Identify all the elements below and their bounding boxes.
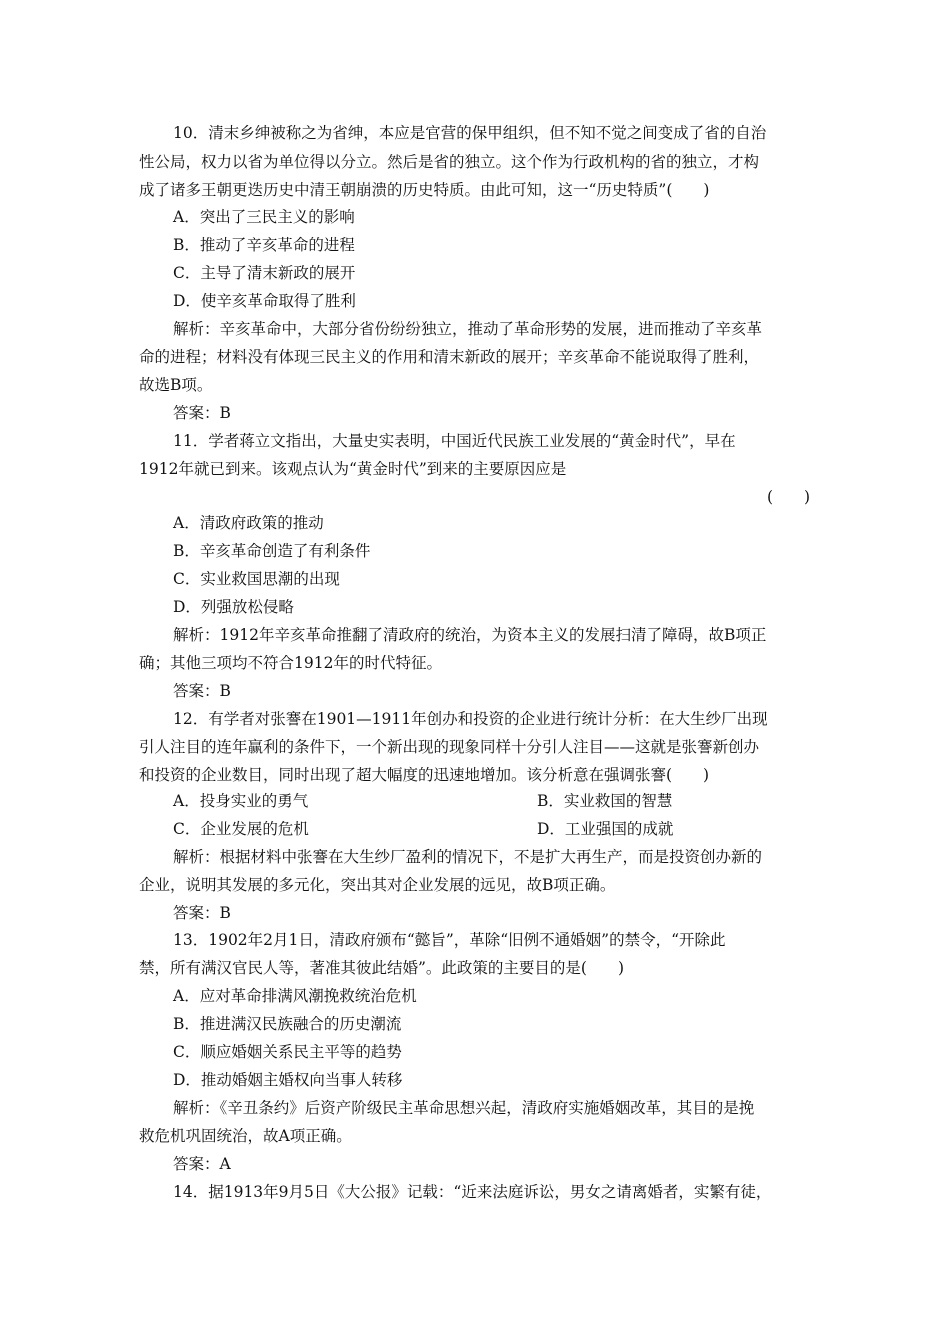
- q11-analysis-line-2: 确；其他三项均不符合1912年的时代特征。: [139, 654, 442, 672]
- q11-stem-line-2: 1912年就已到来。该观点认为“黄金时代”到来的主要原因应是: [139, 460, 567, 478]
- q14-stem-line-1: 14．据1913年9月5日《大公报》记载：“近来法庭诉讼，男女之请离婚者，实繁有徒，: [173, 1183, 772, 1201]
- q10-analysis-line-1: 解析：辛亥革命中，大部分省份纷纷独立，推动了革命形势的发展，进而推动了辛亥革: [173, 320, 763, 338]
- q12-stem-line-1: 12．有学者对张謇在1901—1911年创办和投资的企业进行统计分析：在大生纱厂出现: [173, 710, 768, 728]
- q12-stem-line-2: 引人注目的连年赢利的条件下，一个新出现的现象同样十分引人注目——这就是张謇新创办: [139, 738, 760, 756]
- q10-analysis-line-2: 命的进程；材料没有体现三民主义的作用和清末新政的展开；辛亥革命不能说取得了胜利，: [139, 348, 760, 366]
- q12-option-c: C．企业发展的危机: [173, 820, 309, 838]
- q11-option-a: A．清政府政策的推动: [173, 514, 324, 532]
- q13-stem-line-2: 禁，所有满汉官民人等，著准其彼此结婚”。此政策的主要目的是( ): [139, 959, 625, 977]
- q10-stem-line-1: 10．清末乡绅被称之为省绅，本应是官营的保甲组织，但不知不觉之间变成了省的自治: [173, 124, 767, 142]
- q13-stem-line-1: 13．1902年2月1日，清政府颁布“懿旨”，革除“旧例不通婚姻”的禁令，“开除此: [173, 931, 726, 949]
- q13-analysis-line-2: 救危机巩固统治，故A项正确。: [139, 1127, 352, 1145]
- q11-option-b: B．辛亥革命创造了有利条件: [173, 542, 371, 560]
- q13-option-a: A．应对革命排满风潮挽救统治危机: [173, 987, 417, 1005]
- q10-stem-line-2: 性公局，权力以省为单位得以分立。然后是省的独立。这个作为行政机构的省的独立，才构: [139, 153, 760, 171]
- q11-answer-paren: ( ): [767, 488, 811, 506]
- q10-stem-line-3: 成了诸多王朝更迭历史中清王朝崩溃的历史特质。由此可知，这一“历史特质”( ): [139, 181, 710, 199]
- q12-answer: 答案：B: [173, 904, 231, 922]
- q10-option-d: D．使辛亥革命取得了胜利: [173, 292, 356, 310]
- q11-option-c: C．实业救国思潮的出现: [173, 570, 340, 588]
- q10-answer: 答案：B: [173, 404, 231, 422]
- q12-analysis-line-1: 解析：根据材料中张謇在大生纱厂盈利的情况下，不是扩大再生产，而是投资创办新的: [173, 848, 763, 866]
- q11-stem-line-1: 11．学者蒋立文指出，大量史实表明，中国近代民族工业发展的“黄金时代”，早在: [173, 432, 736, 450]
- q10-analysis-line-3: 故选B项。: [139, 376, 213, 394]
- q11-analysis-line-1: 解析：1912年辛亥革命推翻了清政府的统治，为资本主义的发展扫清了障碍，故B项正: [173, 626, 767, 644]
- q13-answer: 答案：A: [173, 1155, 231, 1173]
- q11-answer: 答案：B: [173, 682, 231, 700]
- q10-option-c: C．主导了清末新政的展开: [173, 264, 356, 282]
- q12-option-a: A．投身实业的勇气: [173, 792, 309, 810]
- q10-option-b: B．推动了辛亥革命的进程: [173, 236, 355, 254]
- q13-option-d: D．推动婚姻主婚权向当事人转移: [173, 1071, 403, 1089]
- q10-option-a: A．突出了三民主义的影响: [173, 208, 355, 226]
- q12-option-d: D．工业强国的成就: [537, 820, 674, 838]
- q12-option-b: B．实业救国的智慧: [537, 792, 673, 810]
- q12-stem-line-3: 和投资的企业数目，同时出现了超大幅度的迅速地增加。该分析意在强调张謇( ): [139, 766, 710, 784]
- q12-analysis-line-2: 企业，说明其发展的多元化，突出其对企业发展的远见，故B项正确。: [139, 876, 616, 894]
- q13-analysis-line-1: 解析：《辛丑条约》后资产阶级民主革命思想兴起，清政府实施婚姻改革，其目的是挽: [173, 1099, 755, 1117]
- q13-option-c: C．顺应婚姻关系民主平等的趋势: [173, 1043, 402, 1061]
- q13-option-b: B．推进满汉民族融合的历史潮流: [173, 1015, 402, 1033]
- q11-option-d: D．列强放松侵略: [173, 598, 294, 616]
